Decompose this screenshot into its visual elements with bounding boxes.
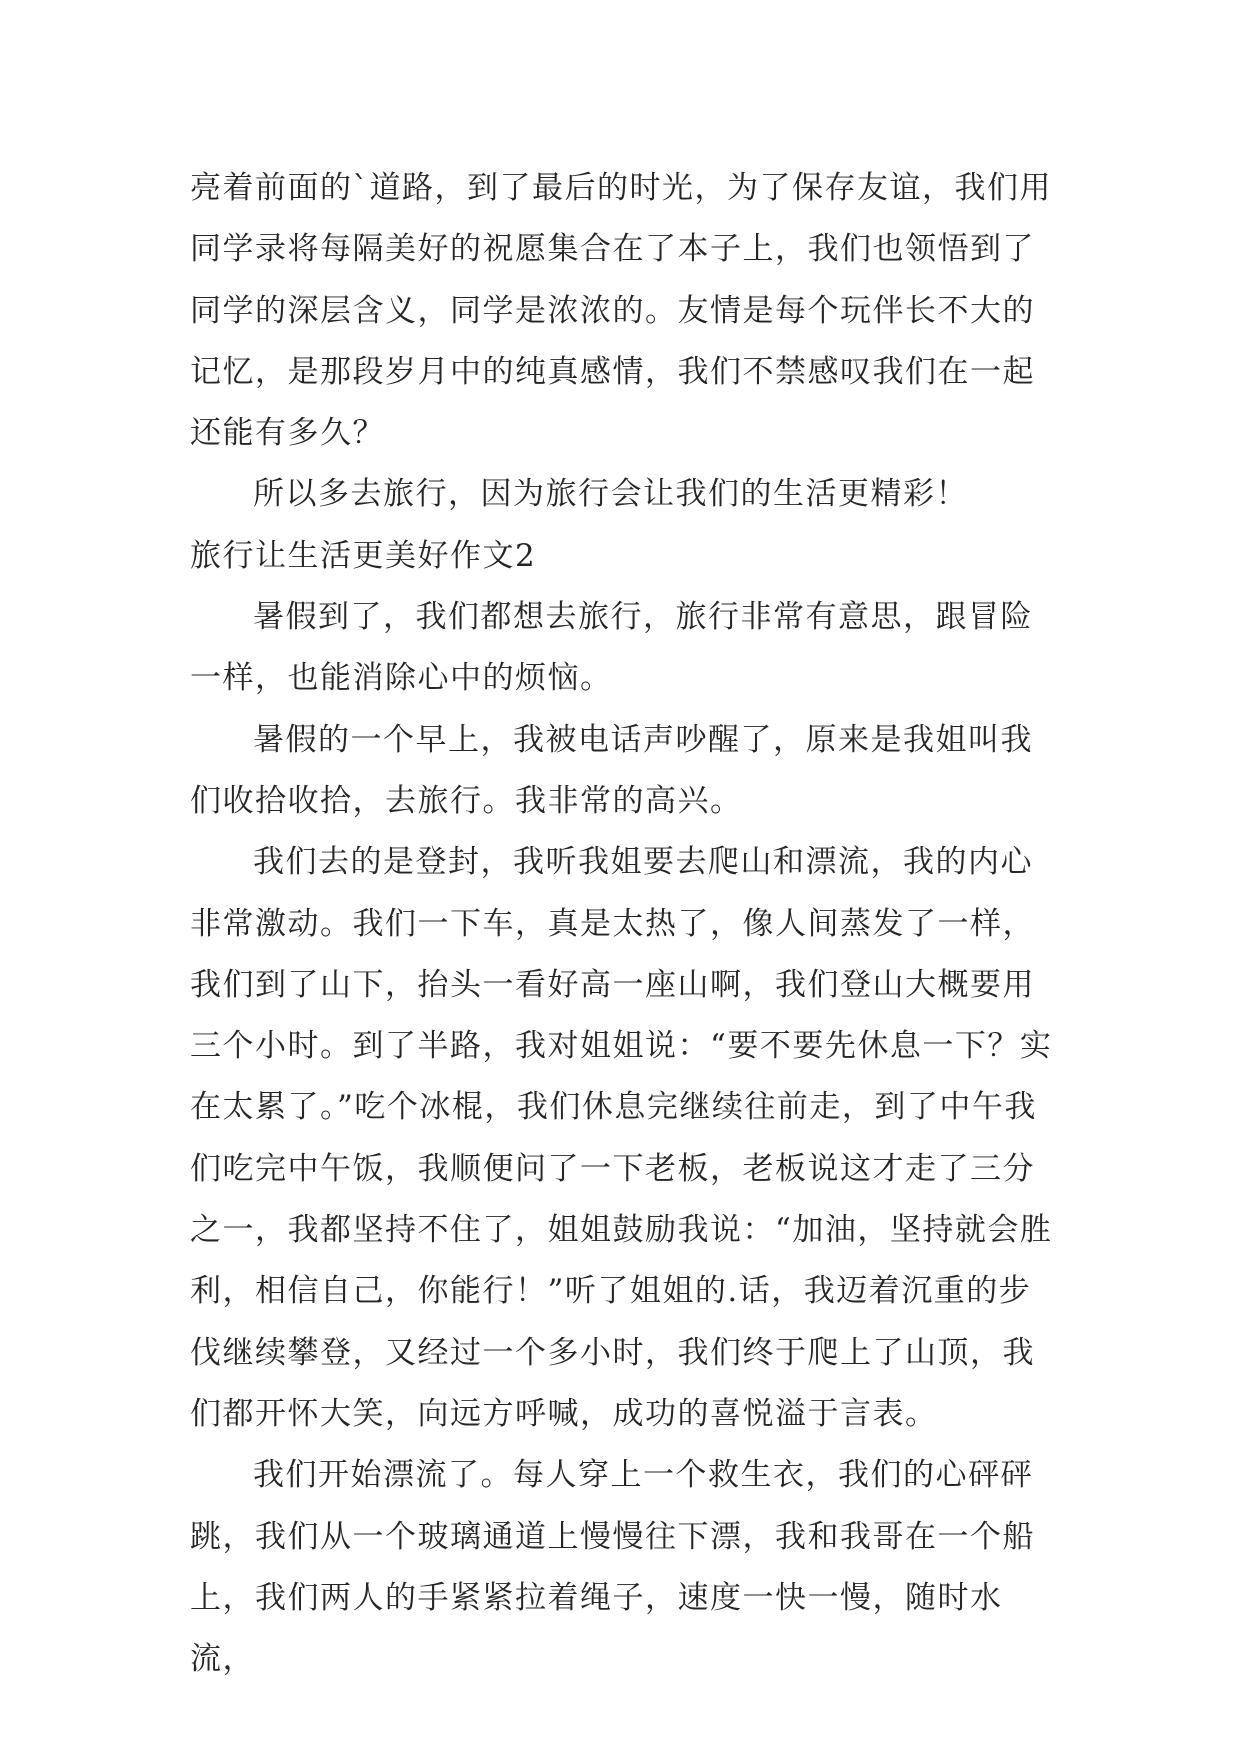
paragraph-conclusion: 所以多去旅行，因为旅行会让我们的生活更精彩！ xyxy=(253,476,968,513)
paragraph-morning-call: 暑假的一个早上，我被电话声吵醒了，原来是我姐叫我们收拾收拾，去旅行。我非常的高兴。 xyxy=(190,721,1033,819)
paragraph-rafting: 我们开始漂流了。每人穿上一个救生衣，我们的心砰砰跳，我们从一个玻璃通道上慢慢往下漂，我和我哥在一个船上，我们两人的手紧紧拉着绳子，速度一快一慢，随时水流， xyxy=(190,1457,1035,1678)
paragraph-continuation: 亮着前面的`道路，到了最后的时光，为了保存友谊，我们用同学录将每隔美好的祝愿集合在了本子上，我们也领悟到了同学的深层含义，同学是浓浓的。友情是每个玩伴长不大的记忆，是那段岁月中的纯真感情，我们不禁感叹我们在一起还能有多久？ xyxy=(190,170,1052,452)
paragraph-summer-intro: 暑假到了，我们都想去旅行，旅行非常有意思，跟冒险一样，也能消除心中的烦恼。 xyxy=(190,599,1033,697)
essay-heading: 旅行让生活更美好作文2 xyxy=(190,537,537,574)
paragraph-mountain-climb: 我们去的是登封，我听我姐要去爬山和漂流，我的内心非常激动。我们一下车，真是太热了，像人间蒸发了一样，我们到了山下，抬头一看好高一座山啊，我们登山大概要用三个小时。到了半路，我对姐姐说：“要不要先休息一下？实在太累了。”吃个冰棍，我们休息完继续往前走，到了中午我们吃完中午饭，我顺便问了一下老板，老板说这才走了三分之一，我都坚持不住了，姐姐鼓励我说：“加油，坚持就会胜利，相信自己，你能行！”听了姐姐的.话，我迈着沉重的步伐继续攀登，又经过一个多小时，我们终于爬上了山顶，我们都开怀大笑，向远方呼喊，成功的喜悦溢于言表。 xyxy=(190,844,1053,1432)
article-body xyxy=(190,158,1060,1690)
